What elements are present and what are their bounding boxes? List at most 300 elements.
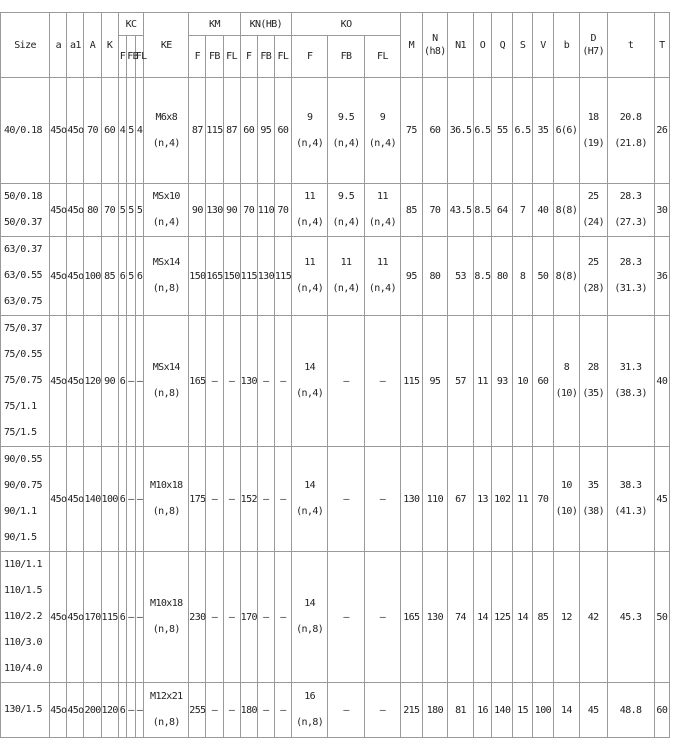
kc-cell-line: 6: [119, 611, 126, 623]
header-S: S: [513, 13, 532, 78]
km-cell: [223, 78, 240, 184]
kn-cell: [257, 552, 274, 683]
table-header: [1, 13, 670, 78]
T-cell-line: 45: [656, 493, 668, 505]
header-Q: Q: [492, 13, 513, 78]
D-cell-line: 45: [587, 704, 599, 716]
T-cell-line: 36: [656, 270, 668, 282]
ke-cell-line: (n,8): [152, 624, 180, 635]
N1-cell: [448, 683, 474, 738]
a-cell: [50, 78, 67, 184]
N-cell-line: 80: [429, 270, 441, 282]
a1-cell: [67, 184, 84, 237]
K-cell: [101, 184, 118, 237]
M-cell: [401, 552, 422, 683]
header-N1: N1: [448, 13, 474, 78]
b-cell-line: (10): [555, 506, 578, 517]
header-KO: KO: [292, 13, 401, 36]
ko-cell-line: 14: [304, 362, 316, 373]
kn-cell-line: 115: [274, 270, 292, 282]
km-cell: [206, 552, 223, 683]
kn-cell: [274, 316, 291, 447]
header-KC: KC: [118, 13, 144, 36]
N-cell-line: 70: [429, 204, 441, 216]
O-cell: [473, 78, 491, 184]
A-cell: [84, 447, 101, 552]
ke-cell: [144, 316, 189, 447]
ko-cell: [292, 237, 328, 316]
ko-cell-line: (n,4): [296, 506, 324, 517]
N-cell-line: 95: [429, 375, 441, 387]
A-cell: [84, 184, 101, 237]
b-cell-line: 12: [561, 611, 572, 623]
size-cell: [1, 237, 50, 316]
t-cell-line: 31.3: [619, 362, 642, 373]
header-KC-FB: FB: [127, 36, 136, 78]
V-cell: [532, 184, 553, 237]
ko-cell: [292, 447, 328, 552]
table-row: [1, 78, 670, 184]
kn-cell-line: –: [263, 704, 269, 716]
Q-cell-line: 64: [496, 204, 508, 216]
A-cell-line: 80: [87, 204, 98, 216]
kc-cell: [118, 316, 127, 447]
M-cell: [401, 237, 422, 316]
kn-cell-line: 130: [257, 270, 275, 282]
D-cell-line: (38): [582, 506, 605, 517]
b-cell: [554, 237, 580, 316]
kc-cell-line: –: [136, 375, 143, 387]
V-cell-line: 60: [537, 375, 549, 387]
ke-cell-line: MSx10: [152, 191, 180, 202]
t-cell: [607, 447, 654, 552]
N1-cell-line: 67: [455, 493, 466, 505]
header-KE: KE: [144, 13, 189, 78]
header-V: V: [532, 13, 553, 78]
O-cell: [473, 316, 491, 447]
K-cell: [101, 78, 118, 184]
kn-cell-line: 60: [243, 125, 255, 136]
S-cell-line: 6.5: [514, 125, 531, 136]
size-cell: [1, 78, 50, 184]
D-cell-line: 35: [587, 480, 599, 491]
km-cell: [206, 78, 223, 184]
ke-cell-line: M12x21: [150, 691, 183, 702]
ko-cell: [364, 447, 400, 552]
kn-cell: [240, 184, 257, 237]
S-cell: [513, 78, 532, 184]
T-cell-line: 60: [656, 704, 668, 716]
T-cell: [654, 316, 669, 447]
km-cell-line: 87: [191, 125, 203, 136]
T-cell: [654, 552, 669, 683]
K-cell-line: 120: [101, 704, 118, 716]
b-cell: [554, 447, 580, 552]
D-cell-line: 42: [587, 611, 599, 623]
kn-cell: [257, 184, 274, 237]
D-cell-line: 25: [587, 257, 599, 268]
t-cell: [607, 552, 654, 683]
table-row: [1, 552, 670, 683]
N-cell-line: 60: [429, 125, 441, 136]
kc-cell: [118, 184, 127, 237]
header-KC-F: F: [118, 36, 127, 78]
N-cell-line: 130: [426, 611, 444, 623]
N-cell: [422, 237, 448, 316]
a1-cell-line: 45o: [67, 493, 84, 505]
ko-cell: [328, 447, 364, 552]
size-value: 75/0.37: [4, 323, 42, 334]
kc-cell: [118, 683, 127, 738]
ko-cell-line: (n,4): [296, 283, 324, 294]
km-cell: [223, 552, 240, 683]
A-cell-line: 120: [84, 375, 101, 387]
ko-cell-line: (n,4): [332, 217, 360, 228]
b-cell: [554, 683, 580, 738]
kc-cell: [127, 184, 136, 237]
header-a1: a1: [67, 13, 84, 78]
kc-cell-line: 6: [119, 493, 126, 505]
km-cell: [189, 447, 206, 552]
V-cell: [532, 237, 553, 316]
Q-cell: [492, 316, 513, 447]
Q-cell-line: 55: [496, 125, 508, 136]
km-cell-line: 90: [191, 204, 203, 216]
kn-cell-line: 170: [240, 611, 257, 623]
size-value: 63/0.55: [4, 270, 42, 281]
A-cell-line: 100: [84, 270, 101, 282]
kc-cell-line: 5: [119, 204, 126, 216]
A-cell-line: 140: [84, 493, 101, 505]
t-cell-line: 38.3: [619, 480, 642, 491]
N-cell-line: 110: [426, 493, 444, 505]
a1-cell-line: 45o: [67, 611, 84, 623]
size-value: 110/1.5: [4, 585, 42, 596]
ko-cell: [328, 552, 364, 683]
a1-cell: [67, 552, 84, 683]
Q-cell-line: 93: [496, 375, 508, 387]
S-cell: [513, 683, 532, 738]
a-cell-line: 45o: [50, 493, 67, 505]
kn-cell: [240, 552, 257, 683]
Q-cell-line: 140: [494, 704, 511, 716]
kc-cell: [118, 552, 127, 683]
K-cell: [101, 237, 118, 316]
A-cell: [84, 683, 101, 738]
V-cell-line: 40: [537, 204, 549, 216]
S-cell-line: 15: [517, 704, 529, 716]
N-cell: [422, 184, 448, 237]
kc-cell-line: 6: [119, 270, 126, 282]
N1-cell: [448, 316, 474, 447]
kc-cell-line: 4: [136, 125, 143, 136]
km-cell: [189, 237, 206, 316]
A-cell: [84, 552, 101, 683]
header-KO-FL: FL: [364, 36, 400, 78]
M-cell-line: 95: [405, 270, 417, 282]
kc-cell: [135, 552, 144, 683]
O-cell: [473, 184, 491, 237]
km-cell: [206, 683, 223, 738]
ko-cell: [328, 683, 364, 738]
ko-cell: [364, 237, 400, 316]
size-value: 110/1.1: [4, 559, 42, 570]
size-value: 75/1.5: [4, 427, 37, 438]
km-cell-line: 87: [226, 125, 237, 136]
Q-cell-line: 125: [494, 611, 511, 623]
N1-cell: [448, 552, 474, 683]
ko-cell-line: 14: [304, 598, 316, 609]
ko-cell: [292, 552, 328, 683]
kc-cell-line: –: [128, 493, 134, 505]
kn-cell-line: 95: [260, 125, 272, 136]
a1-cell: [67, 447, 84, 552]
km-cell-line: –: [228, 704, 235, 716]
size-value: 40/0.18: [4, 125, 42, 136]
t-cell-line: (41.3): [614, 506, 647, 517]
M-cell: [401, 316, 422, 447]
km-cell: [206, 316, 223, 447]
t-cell-line: 45.3: [619, 611, 642, 623]
km-cell-line: –: [228, 375, 235, 387]
t-cell-line: 28.3: [619, 191, 642, 202]
ke-cell-line: (n,4): [152, 217, 180, 228]
ko-cell-line: 9: [306, 111, 313, 123]
ko-cell: [292, 78, 328, 184]
T-cell: [654, 78, 669, 184]
b-cell: [554, 316, 580, 447]
kn-cell: [274, 552, 291, 683]
b-cell: [554, 184, 580, 237]
Q-cell: [492, 237, 513, 316]
O-cell-line: 6.5: [474, 125, 491, 136]
kn-cell-line: –: [280, 611, 286, 623]
table-row: [1, 316, 670, 447]
t-cell-line: (38.3): [614, 388, 647, 399]
K-cell: [101, 316, 118, 447]
K-cell-line: 115: [101, 611, 118, 623]
a-cell-line: 45o: [50, 204, 67, 216]
km-cell: [189, 552, 206, 683]
kn-cell-line: –: [263, 611, 269, 623]
a1-cell-line: 45o: [67, 704, 84, 716]
size-value: 50/0.18: [4, 191, 42, 202]
header-KO-F: F: [292, 36, 328, 78]
header-T: T: [654, 13, 669, 78]
M-cell: [401, 184, 422, 237]
km-cell-line: 90: [226, 204, 237, 216]
ke-cell-line: MSx14: [152, 257, 180, 268]
K-cell-line: 90: [104, 375, 116, 387]
size-value: 110/3.0: [4, 637, 42, 648]
ko-cell-line: 11: [377, 257, 388, 268]
ko-cell-line: (n,8): [296, 717, 324, 728]
kc-cell: [127, 447, 136, 552]
A-cell: [84, 316, 101, 447]
km-cell: [189, 683, 206, 738]
kn-cell: [274, 683, 291, 738]
ko-cell-line: –: [379, 375, 386, 387]
N1-cell-line: 36.5: [449, 125, 472, 136]
size-value: 63/0.37: [4, 244, 42, 255]
ko-cell-line: (n,4): [368, 137, 396, 149]
size-value: 90/0.55: [4, 454, 42, 465]
header-KM-FB: FB: [206, 36, 223, 78]
ke-cell-line: (n,8): [152, 388, 180, 399]
ke-cell-line: M10x18: [150, 480, 183, 491]
ke-cell: [144, 552, 189, 683]
ke-cell-line: M10x18: [150, 598, 183, 609]
ko-cell-line: –: [379, 611, 386, 623]
km-cell-line: –: [211, 611, 218, 623]
O-cell-line: 13: [477, 493, 488, 505]
D-cell: [579, 552, 607, 683]
O-cell-line: 16: [477, 704, 488, 716]
ko-cell-line: 11: [377, 191, 388, 202]
M-cell-line: 85: [405, 204, 417, 216]
b-cell-line: 8(8): [555, 204, 578, 216]
ko-cell: [364, 78, 400, 184]
kc-cell-line: –: [128, 611, 134, 623]
ko-cell: [328, 316, 364, 447]
T-cell-line: 50: [656, 611, 668, 623]
O-cell-line: 8.5: [474, 270, 491, 282]
t-cell-line: (27.3): [614, 217, 647, 228]
V-cell: [532, 683, 553, 738]
header-KN-FL: FL: [274, 36, 291, 78]
Q-cell: [492, 447, 513, 552]
ke-cell: [144, 78, 189, 184]
ko-cell: [328, 184, 364, 237]
header-KN: KN(HB): [240, 13, 291, 36]
kn-cell: [257, 447, 274, 552]
km-cell-line: 115: [206, 125, 223, 136]
kc-cell-line: 5: [136, 204, 143, 216]
K-cell: [101, 683, 118, 738]
ko-cell: [292, 683, 328, 738]
A-cell: [84, 78, 101, 184]
size-value: 50/0.37: [4, 217, 42, 228]
kc-cell-line: –: [136, 493, 143, 505]
V-cell: [532, 447, 553, 552]
ke-cell-line: M6x8: [155, 111, 178, 123]
M-cell-line: 75: [405, 125, 417, 136]
kc-cell: [127, 237, 136, 316]
kc-cell: [135, 683, 144, 738]
S-cell: [513, 184, 532, 237]
ko-cell-line: (n,4): [296, 217, 324, 228]
kn-cell: [274, 447, 291, 552]
ko-cell-line: –: [343, 611, 349, 623]
kc-cell-line: 4: [119, 125, 126, 136]
t-cell: [607, 78, 654, 184]
a1-cell: [67, 683, 84, 738]
K-cell: [101, 552, 118, 683]
header-A: A: [84, 13, 101, 78]
header-KM-FL: FL: [223, 36, 240, 78]
K-cell-line: 70: [104, 204, 116, 216]
O-cell-line: 8.5: [474, 204, 491, 216]
a-cell-line: 45o: [50, 270, 67, 282]
N1-cell-line: 43.5: [449, 204, 472, 216]
size-value: 130/1.5: [4, 704, 42, 715]
S-cell: [513, 552, 532, 683]
size-cell: [1, 184, 50, 237]
km-cell: [189, 316, 206, 447]
O-cell: [473, 552, 491, 683]
V-cell-line: 50: [537, 270, 549, 282]
ko-cell-line: (n,8): [296, 624, 324, 635]
table-row: [1, 683, 670, 738]
header-KC-FL: FL: [135, 36, 144, 78]
ko-cell-line: –: [343, 493, 349, 505]
ko-cell-line: –: [379, 704, 386, 716]
km-cell: [223, 316, 240, 447]
header-b: b: [554, 13, 580, 78]
table-body: [1, 78, 670, 738]
S-cell: [513, 316, 532, 447]
D-cell: [579, 683, 607, 738]
ko-cell: [364, 552, 400, 683]
a-cell: [50, 237, 67, 316]
t-cell-line: (21.8): [614, 137, 647, 149]
ko-cell-line: (n,4): [368, 283, 396, 294]
ke-cell: [144, 237, 189, 316]
b-cell: [554, 78, 580, 184]
header-t: t: [607, 13, 654, 78]
b-cell-line: 10: [561, 480, 572, 491]
ko-cell-line: 14: [304, 480, 316, 491]
kn-cell: [240, 237, 257, 316]
a1-cell-line: 45o: [67, 125, 84, 136]
O-cell: [473, 683, 491, 738]
km-cell-line: 255: [189, 704, 206, 716]
M-cell: [401, 447, 422, 552]
ko-cell-line: 9.5: [337, 191, 355, 202]
km-cell: [189, 184, 206, 237]
M-cell-line: 130: [403, 493, 420, 505]
km-cell-line: 175: [189, 493, 206, 505]
S-cell-line: 7: [519, 204, 526, 216]
size-value: 110/2.2: [4, 611, 42, 622]
a1-cell: [67, 316, 84, 447]
O-cell: [473, 237, 491, 316]
T-cell-line: 30: [656, 204, 668, 216]
km-cell-line: –: [228, 493, 235, 505]
D-cell-line: 28: [587, 362, 599, 373]
kn-cell: [274, 78, 291, 184]
V-cell: [532, 78, 553, 184]
T-cell-line: 26: [656, 125, 668, 136]
km-cell-line: 165: [189, 375, 206, 387]
header-M: M: [401, 13, 422, 78]
A-cell-line: 170: [84, 611, 101, 623]
kn-cell: [240, 78, 257, 184]
kn-cell-line: 70: [243, 204, 255, 216]
N1-cell: [448, 78, 474, 184]
a1-cell: [67, 237, 84, 316]
kc-cell: [127, 683, 136, 738]
V-cell: [532, 552, 553, 683]
kn-cell-line: –: [280, 375, 286, 387]
t-cell-line: 48.8: [619, 704, 642, 716]
header-KM: KM: [189, 13, 240, 36]
km-cell-line: –: [211, 704, 218, 716]
a1-cell-line: 45o: [67, 375, 84, 387]
S-cell-line: 8: [519, 270, 526, 282]
ke-cell-line: (n,8): [152, 717, 180, 728]
km-cell-line: 165: [206, 270, 223, 282]
